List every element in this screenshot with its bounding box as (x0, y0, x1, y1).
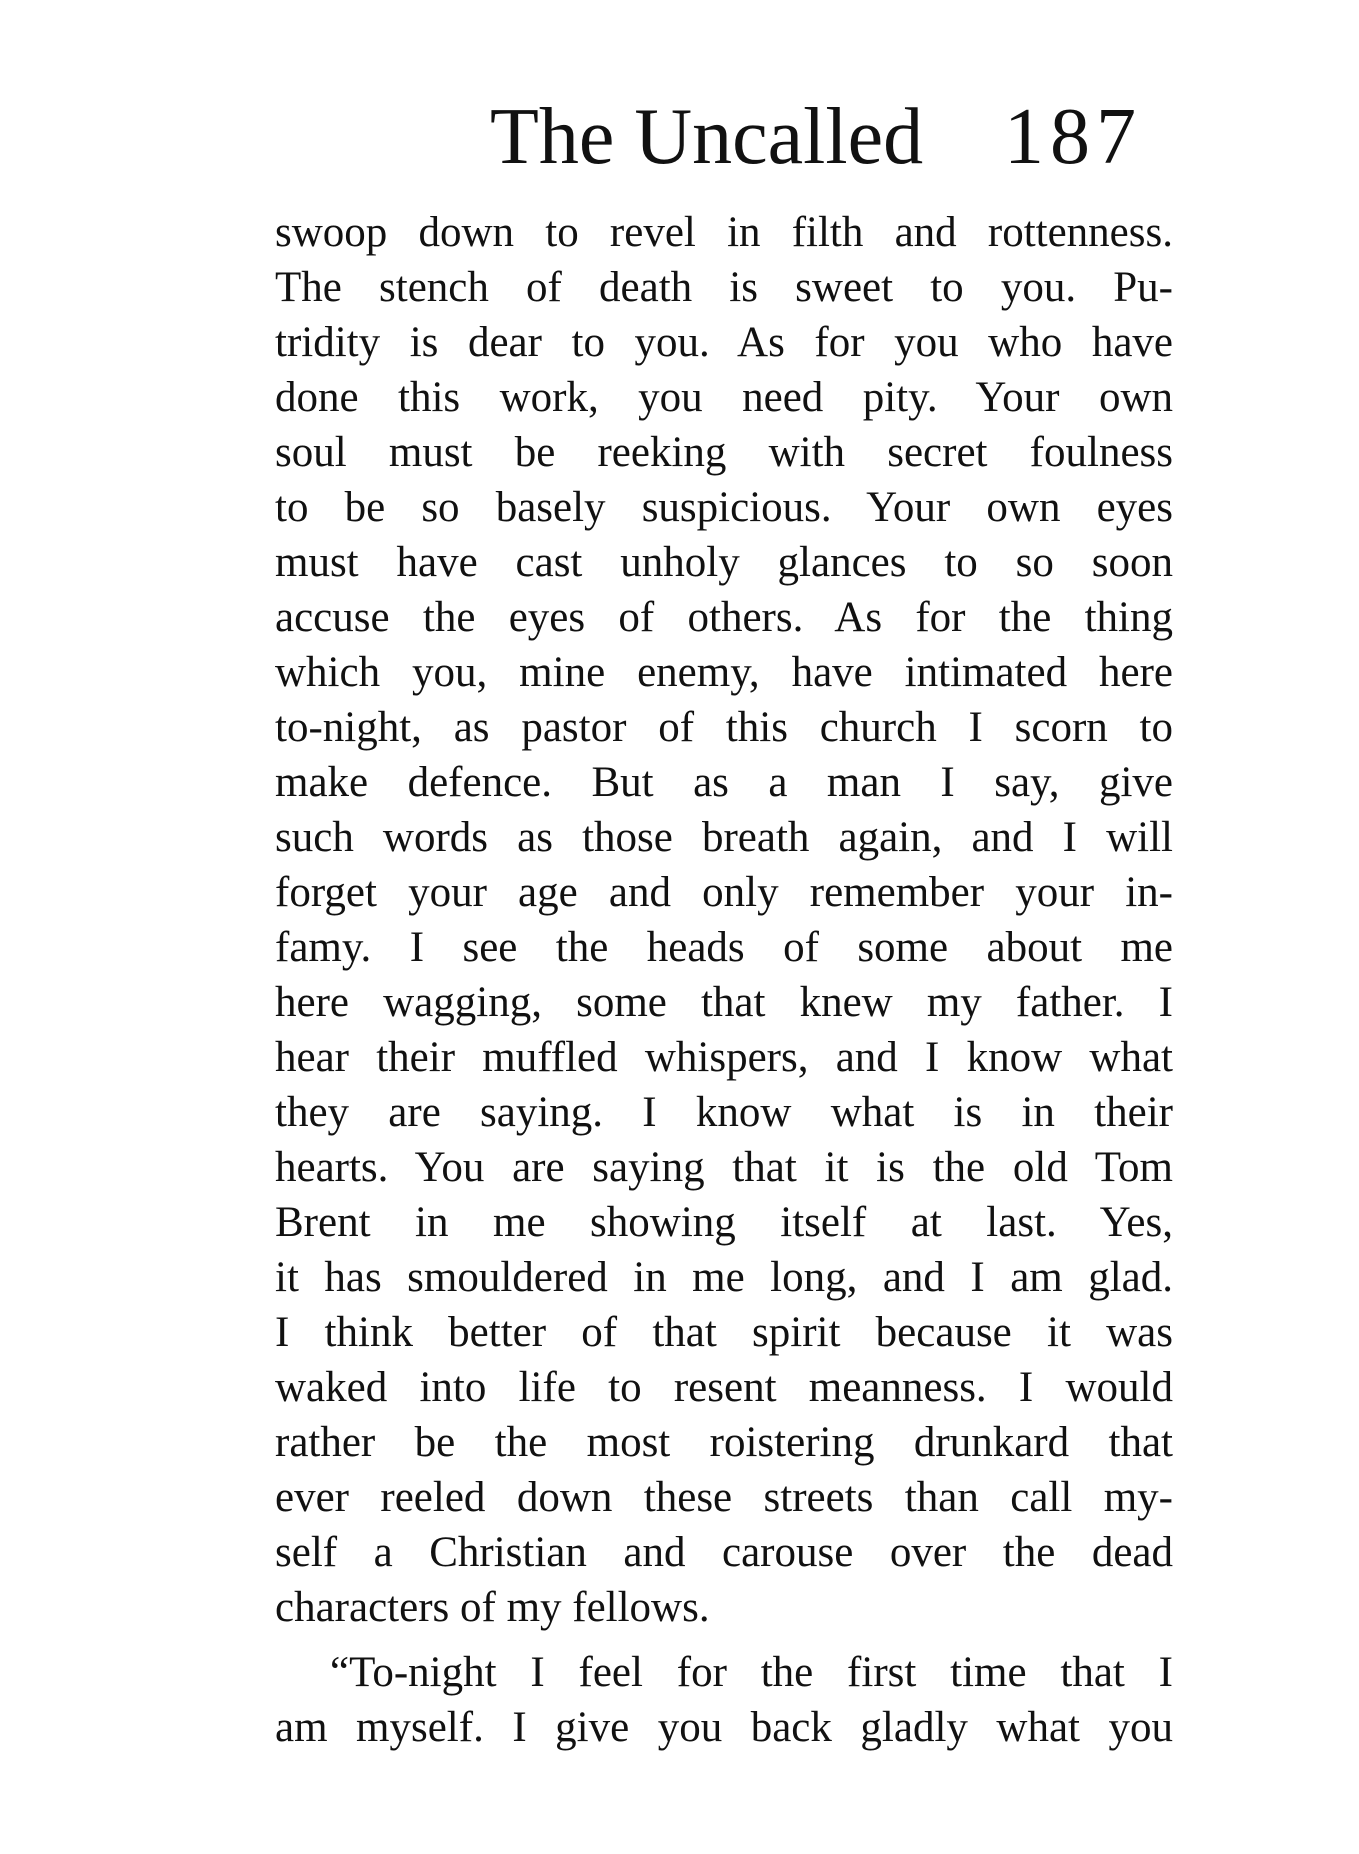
page-number: 187 (1004, 93, 1142, 181)
text-line: it has smouldered in me long, and I am glad. (275, 1254, 1173, 1301)
text-line: accuse the eyes of others. As for the thing (275, 594, 1173, 641)
text-line: Brent in me showing itself at last. Yes, (275, 1199, 1173, 1246)
text-line: famy. I see the heads of some about me (275, 924, 1173, 971)
page-header (490, 92, 1180, 182)
text-line: characters of my fellows. (275, 1584, 710, 1631)
text-line: to be so basely suspicious. Your own eyes (275, 484, 1173, 531)
text-line: I think better of that spirit because it was (275, 1309, 1173, 1356)
text-line: which you, mine enemy, have intimated here (275, 649, 1173, 696)
text-line: must have cast unholy glances to so soon (275, 539, 1173, 586)
text-line: waked into life to resent meanness. I would (275, 1364, 1173, 1411)
text-line: here wagging, some that knew my father. I (275, 979, 1173, 1026)
text-line: hear their muffled whispers, and I know what (275, 1034, 1173, 1081)
text-line: am myself. I give you back gladly what you (275, 1704, 1173, 1751)
text-line: such words as those breath again, and I will (275, 814, 1173, 861)
paragraph (275, 205, 1173, 1635)
body-text (275, 205, 1173, 1755)
text-line: they are saying. I know what is in their (275, 1089, 1173, 1136)
paragraph-gap (275, 1635, 1173, 1645)
text-line: forget your age and only remember your in- (275, 869, 1173, 916)
text-line: “To-night I feel for the first time that I (330, 1649, 1173, 1696)
text-line: tridity is dear to you. As for you who have (275, 319, 1173, 366)
text-line: The stench of death is sweet to you. Pu- (275, 264, 1173, 311)
paragraph (275, 1645, 1173, 1755)
running-title: The Uncalled (490, 93, 924, 181)
text-line: hearts. You are saying that it is the old Tom (275, 1144, 1173, 1191)
text-line: soul must be reeking with secret foulness (275, 429, 1173, 476)
text-line: rather be the most roistering drunkard that (275, 1419, 1173, 1466)
text-line: to-night, as pastor of this church I scorn to (275, 704, 1173, 751)
text-line: make defence. But as a man I say, give (275, 759, 1173, 806)
text-line: done this work, you need pity. Your own (275, 374, 1173, 421)
text-line: ever reeled down these streets than call my- (275, 1474, 1173, 1521)
text-line: swoop down to revel in filth and rottenness. (275, 209, 1173, 256)
text-line: self a Christian and carouse over the dead (275, 1529, 1173, 1576)
